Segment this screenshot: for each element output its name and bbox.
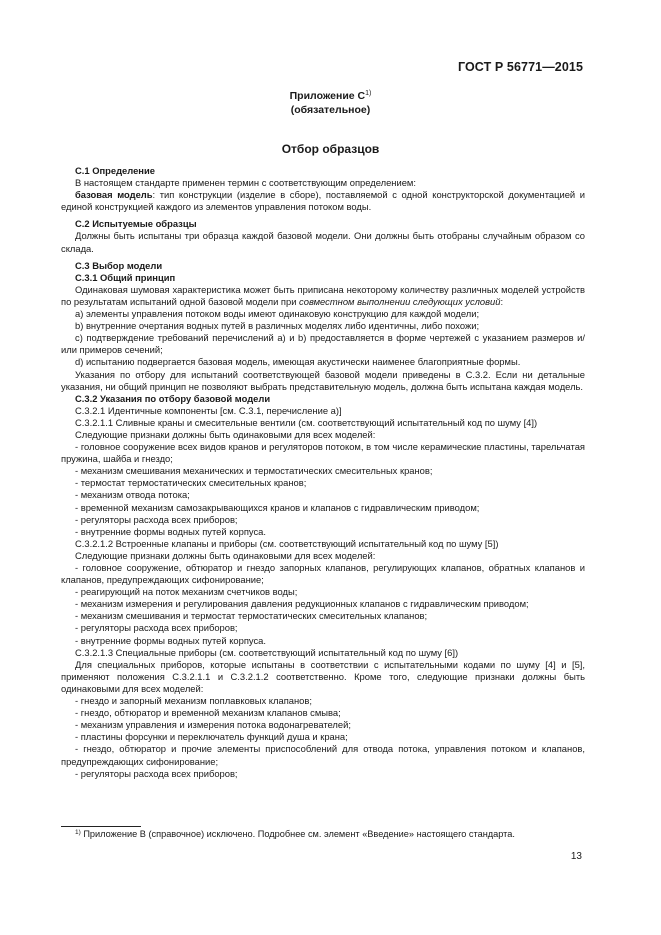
- list-item: c) подтверждение требований перечислений а) и b) предоставляется в форме чертежей с указанием размеров и/или примеров сечений;: [61, 332, 585, 356]
- page-number: 13: [570, 851, 582, 862]
- section-heading-c1: С.1 Определение: [75, 165, 155, 176]
- list-item: - реагирующий на поток механизм счетчиков воды;: [75, 586, 298, 598]
- general-principle-colon: :: [500, 295, 504, 307]
- list-item: - регуляторы расхода всех приборов;: [75, 513, 238, 525]
- samples-paragraph: Должны быть испытаны три образца каждой базовой модели. Они должны быть отобраны случайным образом со склада.: [61, 230, 585, 254]
- footnote: [61, 829, 585, 839]
- standard-designation: ГОСТ Р 56771—2015: [457, 60, 583, 74]
- list-item: - гнездо, обтюратор и временной механизм клапанов смыва;: [75, 707, 341, 719]
- term-definition: : тип конструкции (изделие в сборе), поставляемой с одной конструкторской документацией и единой конструкцией каждого из элементов управления потоком воды.: [61, 189, 585, 213]
- list-item: - регуляторы расхода всех приборов;: [75, 767, 238, 779]
- list-item: - регуляторы расхода всех приборов;: [75, 622, 238, 634]
- list-item: - механизм отвода потока;: [75, 489, 190, 501]
- list-item: - гнездо и запорный механизм поплавковых клапанов;: [75, 695, 312, 707]
- selection-guidance-paragraph: Указания по отбору для испытаний соответствующей базовой модели приведены в С.3.2. Если ни детальные указания, ни общий принцип не позволяют выбрать представительную модель, должна быть испытана каждая модель.: [61, 368, 585, 392]
- list-item: - механизм смешивания механических и термостатических смесительных кранов;: [75, 465, 433, 477]
- subsection-heading-c32: С.3.2 Указания по отбору базовой модели: [75, 392, 271, 404]
- footnote-text: Приложение В (справочное) исключено. Подробнее см. элемент «Введение» настоящего стандарта.: [80, 829, 515, 839]
- document-title: Отбор образцов: [281, 142, 380, 156]
- list-item: - временной механизм самозакрывающихся кранов и клапанов с гидравлическим приводом;: [75, 501, 480, 513]
- list-item: - головное сооружение всех видов кранов и регуляторов потоком, в том числе керамические пластины, тарельчатая пружина, шайба и гнездо;: [61, 441, 585, 465]
- clause-c3212: С.3.2.1.2 Встроенные клапаны и приборы (см. соответствующий испытательный код по шуму [5]): [75, 537, 499, 549]
- list-item: d) испытанию подвергается базовая модель, имеющая акустически наименее благоприятные формы.: [75, 356, 521, 368]
- special-devices-paragraph: Для специальных приборов, которые испытаны в соответствии с испытательными кодами по шуму [4] и [5], применяют положения С.3.2.1.1 и С.3.2.1.2 соответственно. Кроме того, следующие признаки должны быть одинаковыми для всех моделей:: [61, 658, 585, 694]
- annex-footnote-mark[interactable]: 1): [365, 90, 372, 97]
- general-principle-text: Одинаковая шумовая характеристика может быть приписана некоторому количеству различных моделей устройств по результатам испытаний одной базовой модели при: [61, 283, 585, 307]
- subsection-heading-c31: С.3.1 Общий принцип: [75, 271, 176, 283]
- list-item: - механизм управления и измерения потока водонагревателей;: [75, 719, 351, 731]
- clause-c3211: С.3.2.1.1 Сливные краны и смесительные вентили (см. соответствующий испытательный код по шуму [4]): [75, 416, 538, 428]
- list-item: - внутренние формы водных путей корпуса.: [75, 634, 267, 646]
- list-item: - механизм измерения и регулирования давления редукционных клапанов с гидравлическим приводом;: [75, 598, 529, 610]
- list-item: - внутренние формы водных путей корпуса.: [75, 525, 267, 537]
- same-features-intro: Следующие признаки должны быть одинаковыми для всех моделей:: [75, 428, 376, 440]
- list-item: - гнездо, обтюратор и прочие элементы приспособлений для отвода потока, управления потоком и клапанов, предупреждающих сифонирование;: [61, 743, 585, 767]
- section-heading-c3: С.3 Выбор модели: [75, 259, 163, 271]
- clause-c3213: С.3.2.1.3 Специальные приборы (см. соответствующий испытательный код по шуму [6]): [75, 646, 459, 658]
- annex-title: [0, 90, 661, 102]
- list-item: - механизм смешивания и термостат термостатических смесительных клапанов;: [75, 610, 428, 622]
- list-item: - термостат термостатических смесительных кранов;: [75, 477, 307, 489]
- same-features-intro: Следующие признаки должны быть одинаковыми для всех моделей:: [75, 549, 376, 561]
- document-body: [61, 165, 585, 780]
- definition-intro: В настоящем стандарте применен термин с соответствующим определением:: [75, 177, 416, 189]
- annex-status: (обязательное): [290, 104, 371, 116]
- footnote-mark: 1): [75, 829, 81, 836]
- list-item: - головное сооружение, обтюратор и гнездо запорных клапанов, регулирующих клапанов, обратных клапанов и клапанов, предупреждающих сифонирование;: [61, 562, 585, 586]
- general-principle-paragraph: [61, 284, 585, 308]
- list-item: а) элементы управления потоком воды имеют одинаковую конструкцию для каждой модели;: [75, 308, 480, 320]
- general-principle-emphasis: совместном выполнении следующих условий: [299, 295, 501, 307]
- annex-title-text: Приложение С: [289, 90, 366, 102]
- footnote-separator: [61, 826, 141, 827]
- list-item: - пластины форсунки и переключатель функций душа и крана;: [75, 731, 348, 743]
- list-item: b) внутренние очертания водных путей в различных моделях либо идентичны, либо похожи;: [75, 320, 480, 332]
- defined-term: базовая модель: [75, 189, 153, 201]
- clause-c321: С.3.2.1 Идентичные компоненты [см. С.3.1, перечисление а)]: [75, 404, 342, 416]
- section-heading-c2: С.2 Испытуемые образцы: [75, 218, 197, 230]
- definition-paragraph: [61, 189, 585, 213]
